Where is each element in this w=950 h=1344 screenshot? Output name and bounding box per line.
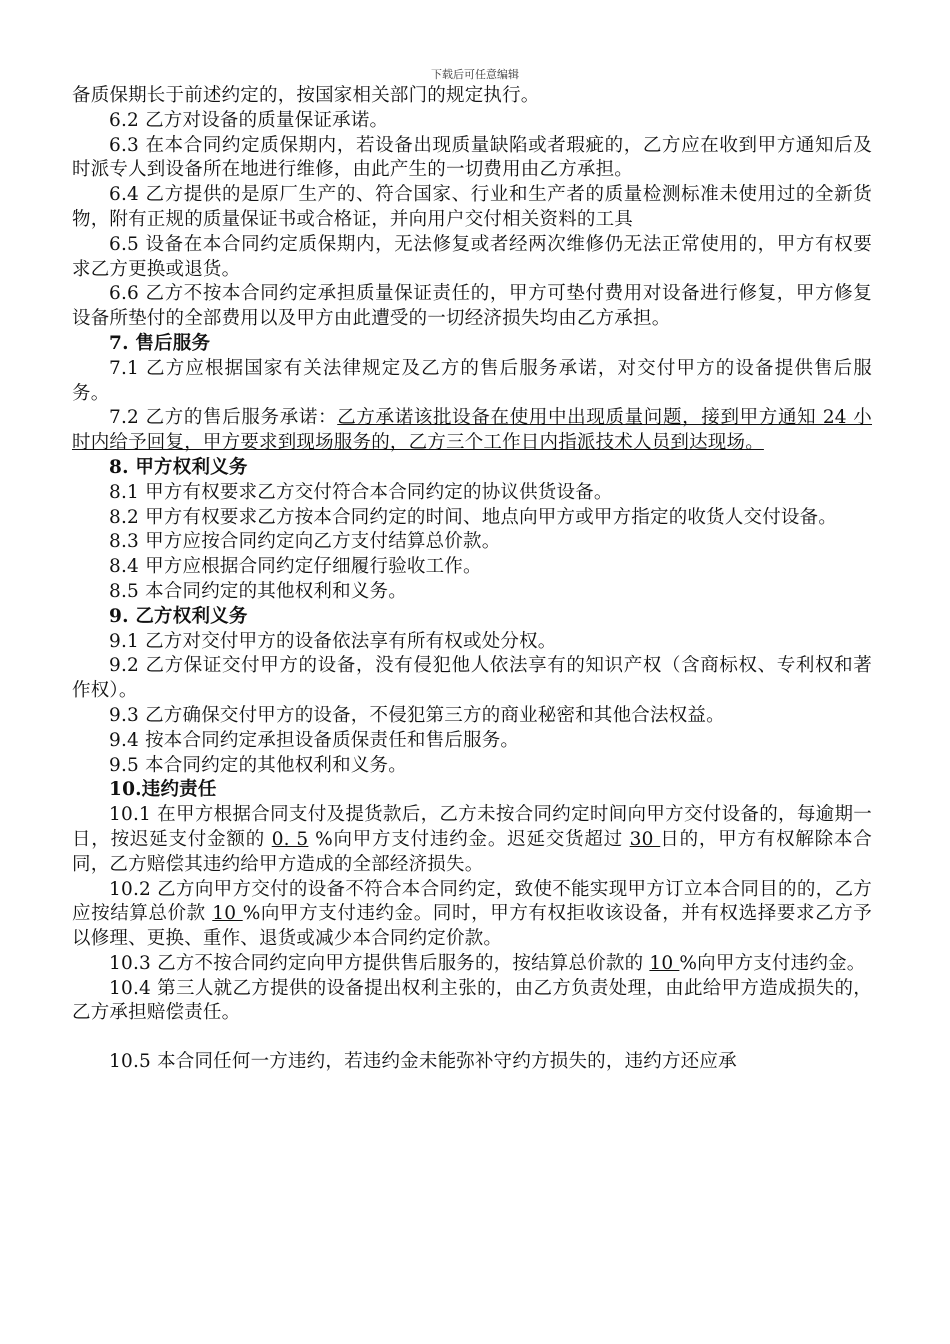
document-body: [72, 84, 872, 1075]
clause-7-2-lead: 7.2 乙方的售后服务承诺：: [109, 407, 338, 429]
clause-6-3: 6.3 在本合同约定质保期内，若设备出现质量缺陷或者瑕疵的，乙方应在收到甲方通知后及时派专人到设备所在地进行维修，由此产生的一切费用由乙方承担。: [72, 134, 872, 181]
clause-6-5: 6.5 设备在本合同约定质保期内，无法修复或者经两次维修仍无法正常使用的，甲方有权要求乙方更换或退货。: [72, 233, 872, 280]
clause-9-1: 9.1 乙方对交付甲方的设备依法享有所有权或处分权。: [109, 630, 557, 652]
clause-8-3: 8.3 甲方应按合同约定向乙方支付结算总价款。: [109, 531, 501, 553]
clause-10-1-text-a: 10.1 在甲方根据合同支付及提货款后，乙方未按合同约定时间向甲方交付设备的，每逾期一日，按迟延支付金额的: [72, 804, 872, 850]
section-heading-7: 7. 售后服务: [109, 332, 211, 354]
clause-8-1: 8.1 甲方有权要求乙方交付符合本合同约定的协议供货设备。: [109, 481, 613, 503]
section-heading-10: 10.违约责任: [109, 779, 217, 801]
section-heading-8: 8. 甲方权利义务: [109, 456, 248, 478]
paragraph-continuation: 备质保期长于前述约定的，按国家相关部门的规定执行。: [72, 85, 540, 106]
clause-7-2-commitment: 乙方承诺该批设备在使用中出现质量问题，接到甲方通知 24 小时内给予回复，甲方要求到现场服务的，乙方三个工作日内指派技术人员到达现场。: [72, 407, 872, 454]
clause-7-2: [72, 406, 872, 456]
clause-6-2: 6.2 乙方对设备的质量保证承诺。: [109, 109, 389, 131]
clause-10-2-rate: 10: [212, 903, 243, 925]
clause-9-5: 9.5 本合同约定的其他权利和义务。: [109, 754, 407, 776]
clause-10-2: [72, 878, 872, 952]
clause-10-1-days: 30: [629, 828, 661, 850]
page-header: 下载后可任意编辑: [431, 68, 519, 81]
clause-6-4: 6.4 乙方提供的是原厂生产的、符合国家、行业和生产者的质量检测标准未使用过的全新货物，附有正规的质量保证书或合格证，并向用户交付相关资料的工具: [72, 184, 872, 230]
clause-9-3: 9.3 乙方确保交付甲方的设备，不侵犯第三方的商业秘密和其他合法权益。: [109, 704, 725, 726]
clause-10-2-text-a: 10.2 乙方向甲方交付的设备不符合本合同约定，致使不能实现甲方订立本合同目的的，乙方应按结算总价款: [72, 878, 872, 925]
clause-6-6: 6.6 乙方不按本合同约定承担质量保证责任的，甲方可垫付费用对设备进行修复，甲方修复设备所垫付的全部费用以及甲方由此遭受的一切经济损失均由乙方承担。: [72, 283, 872, 330]
clause-9-4: 9.4 按本合同约定承担设备质保责任和售后服务。: [109, 729, 520, 751]
clause-10-3-text-a: 10.3 乙方不按合同约定向甲方提供售后服务的，按结算总价款的: [109, 952, 650, 974]
section-heading-9: 9. 乙方权利义务: [109, 605, 248, 627]
clause-10-3: [72, 952, 872, 977]
clause-9-2: 9.2 乙方保证交付甲方的设备，没有侵犯他人依法享有的知识产权（含商标权、专利权和著作权）。: [72, 655, 872, 702]
clause-10-4: 10.4 第三人就乙方提供的设备提出权利主张的，由乙方负责处理，由此给甲方造成损失的，乙方承担赔偿责任。: [72, 977, 872, 1024]
clause-10-5: 10.5 本合同任何一方违约，若违约金未能弥补守约方损失的，违约方还应承: [109, 1051, 737, 1073]
clause-7-1: 7.1 乙方应根据国家有关法律规定及乙方的售后服务承诺，对交付甲方的设备提供售后服务。: [72, 357, 872, 404]
clause-8-2: 8.2 甲方有权要求乙方按本合同约定的时间、地点向甲方或甲方指定的收货人交付设备。: [109, 506, 838, 528]
clause-10-3-text-b: %向甲方支付违约金。: [679, 952, 866, 974]
clause-8-5: 8.5 本合同约定的其他权利和义务。: [109, 580, 407, 602]
clause-8-4: 8.4 甲方应根据合同约定仔细履行验收工作。: [109, 556, 482, 578]
clause-10-1-rate: 0. 5: [271, 828, 309, 850]
clause-10-3-rate: 10: [649, 952, 680, 974]
clause-10-2-text-b: %向甲方支付违约金。同时，甲方有权拒收该设备，并有权选择要求乙方予以修理、更换、重作、退货或减少本合同约定价款。: [72, 903, 872, 950]
paragraph-gap: [72, 1026, 872, 1050]
clause-10-1-text-b: %向甲方支付违约金。迟延交货超过: [308, 828, 630, 850]
clause-10-1-text-c: 日的，甲方有权解除本合同，乙方赔偿其违约给甲方造成的全部经济损失。: [72, 828, 872, 875]
clause-10-1: [72, 803, 872, 877]
